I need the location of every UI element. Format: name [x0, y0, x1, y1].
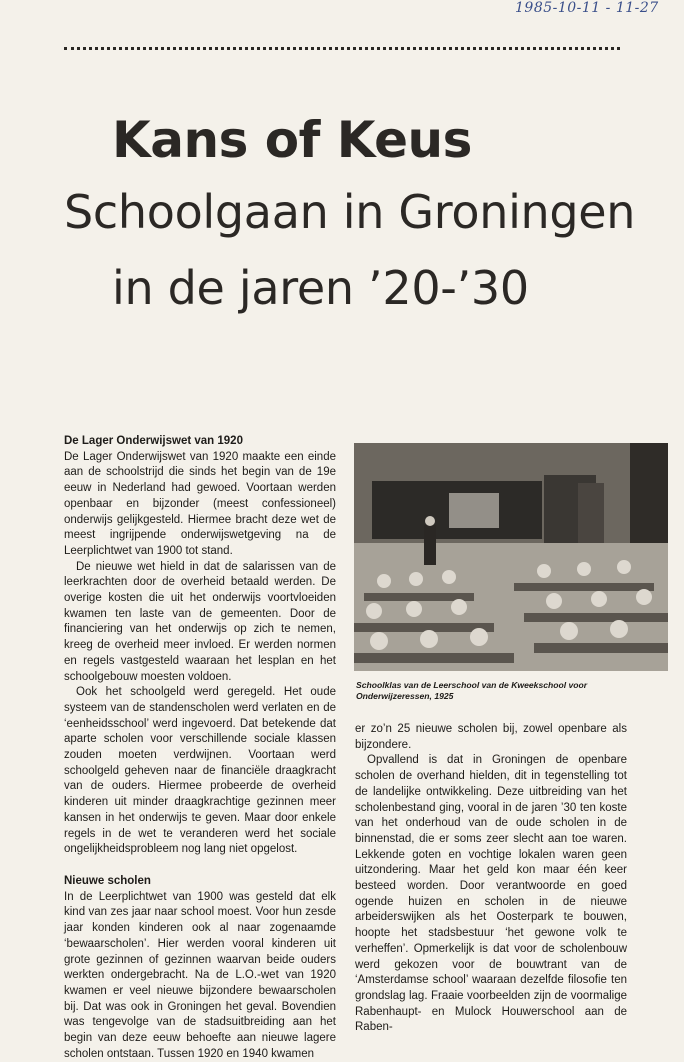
paragraph: De Lager Onderwijswet van 1920 maakte een einde aan de schoolstrijd die sinds het begin van de 19e eeuw in Nederland had gewoed. Voortaan werden openbaar en bijzonder (meest confessioneel) onderwijs gelijkgesteld. Hiermee bracht deze wet de meest ingrijpende onderwijswetgeving na de Leerplichtwet van 1900 tot stand.: [64, 450, 336, 557]
section-spacer: [64, 858, 336, 874]
paragraph: De nieuwe wet hield in dat de salarissen van de leerkrachten door de overheid betaald werden. De overige kosten die uit het onderwijs voortvloeiden kwamen ten laste van de gemeenten. Door de financiering van het onderwijs op zich te nemen, kreeg de overheid meer invloed. Er werden normen en regels vastgesteld waaraan het lesplan en het schoolgebouw moesten voldoen.: [64, 560, 336, 683]
photo-caption: [356, 680, 666, 702]
caption-line: Onderwijzeressen, 1925: [356, 691, 454, 701]
paragraph: er zo’n 25 nieuwe scholen bij, zowel openbare als bijzondere.: [355, 723, 627, 751]
paragraph: Opvallend is dat in Groningen de openbare scholen de overhand hielden, dit in tegenstelling tot de landelijke ontwikkeling. Deze uitbreiding van het scholenbestand ging, vooral in de jaren ’30 ten koste van het onderhoud van de oude scholen in de binnenstad, die er soms zeer slecht aan toe waren. Lekkende goten en vochtige lokalen waren geen uitzondering. Maar het geld kon maar één keer besteed worden. Door verantwoorde en goed ogende huizen en scholen in de nieuwe arbeiderswijken als het Oosterpark te bouwen, hoopte het stadsbestuur ‘het gewone volk te verheffen’. Opmerkelijk is dat voor de scholenbouw werd gekozen voor de bouwtrant van de ‘Amsterdamse school’ waaraan dezelfde filosofie ten grondslag lag. Fraaie voorbeelden zijn de voormalige Rabenhaupt- en Mulock Houwerschool aan de Raben-: [355, 754, 627, 1034]
page-subtitle-line2: in de jaren ’20-’30: [112, 261, 529, 315]
right-column: [355, 722, 627, 1036]
paragraph: Ook het schoolgeld werd geregeld. Het oude systeem van de standenscholen werd verlaten en de ‘eenheidsschool’ werd ingevoerd. Dat betekende dat aparte scholen voor verschillende sociale klassen zouden moeten verdwijnen. Voortaan werd schoolgeld geheven naar de financiële draagkracht van de ouders. Hiermee probeerde de overheid kinderen uit minder draagkrachtige gezinnen meer kansen in het onderwijs te geven. Maar door enkele regels in de wet te veranderen werd het sociale ongelijkheidsprobleem nog lang niet opgelost.: [64, 686, 336, 856]
classroom-photo-illustration: [354, 443, 668, 671]
page-subtitle-line1: Schoolgaan in Groningen: [64, 185, 636, 239]
handwritten-annotation: 1985-10-11 - 11-27: [515, 0, 659, 16]
section-heading-nieuwe-scholen: Nieuwe scholen: [64, 874, 151, 887]
left-column: [64, 434, 336, 1062]
caption-line: Schoolklas van de Leerschool van de Kweekschool voor: [356, 680, 588, 690]
page-title: Kans of Keus: [112, 111, 472, 169]
dotted-rule: [64, 47, 620, 50]
classroom-photo: [354, 443, 668, 671]
paragraph: In de Leerplichtwet van 1900 was gesteld dat elk kind van zes jaar naar school moest. Voor hun zesde jaar konden kinderen ook al naar zogenaamde ‘bewaarscholen’. Hier werden vooral kinderen uit grote gezinnen of gezinnen waarvan beide ouders werkten ondergebracht. Na de L.O.-wet van 1920 kwamen er veel nieuwe bijzondere bewaarscholen bij. Dat was ook in Groningen het geval. Bovendien was tengevolge van de stadsuitbreiding aan het begin van deze eeuw behoefte aan nieuwe lagere scholen ontstaan. Tussen 1920 en 1940 kwamen: [64, 890, 336, 1060]
section-heading-onderwijswet: De Lager Onderwijswet van 1920: [64, 435, 243, 447]
